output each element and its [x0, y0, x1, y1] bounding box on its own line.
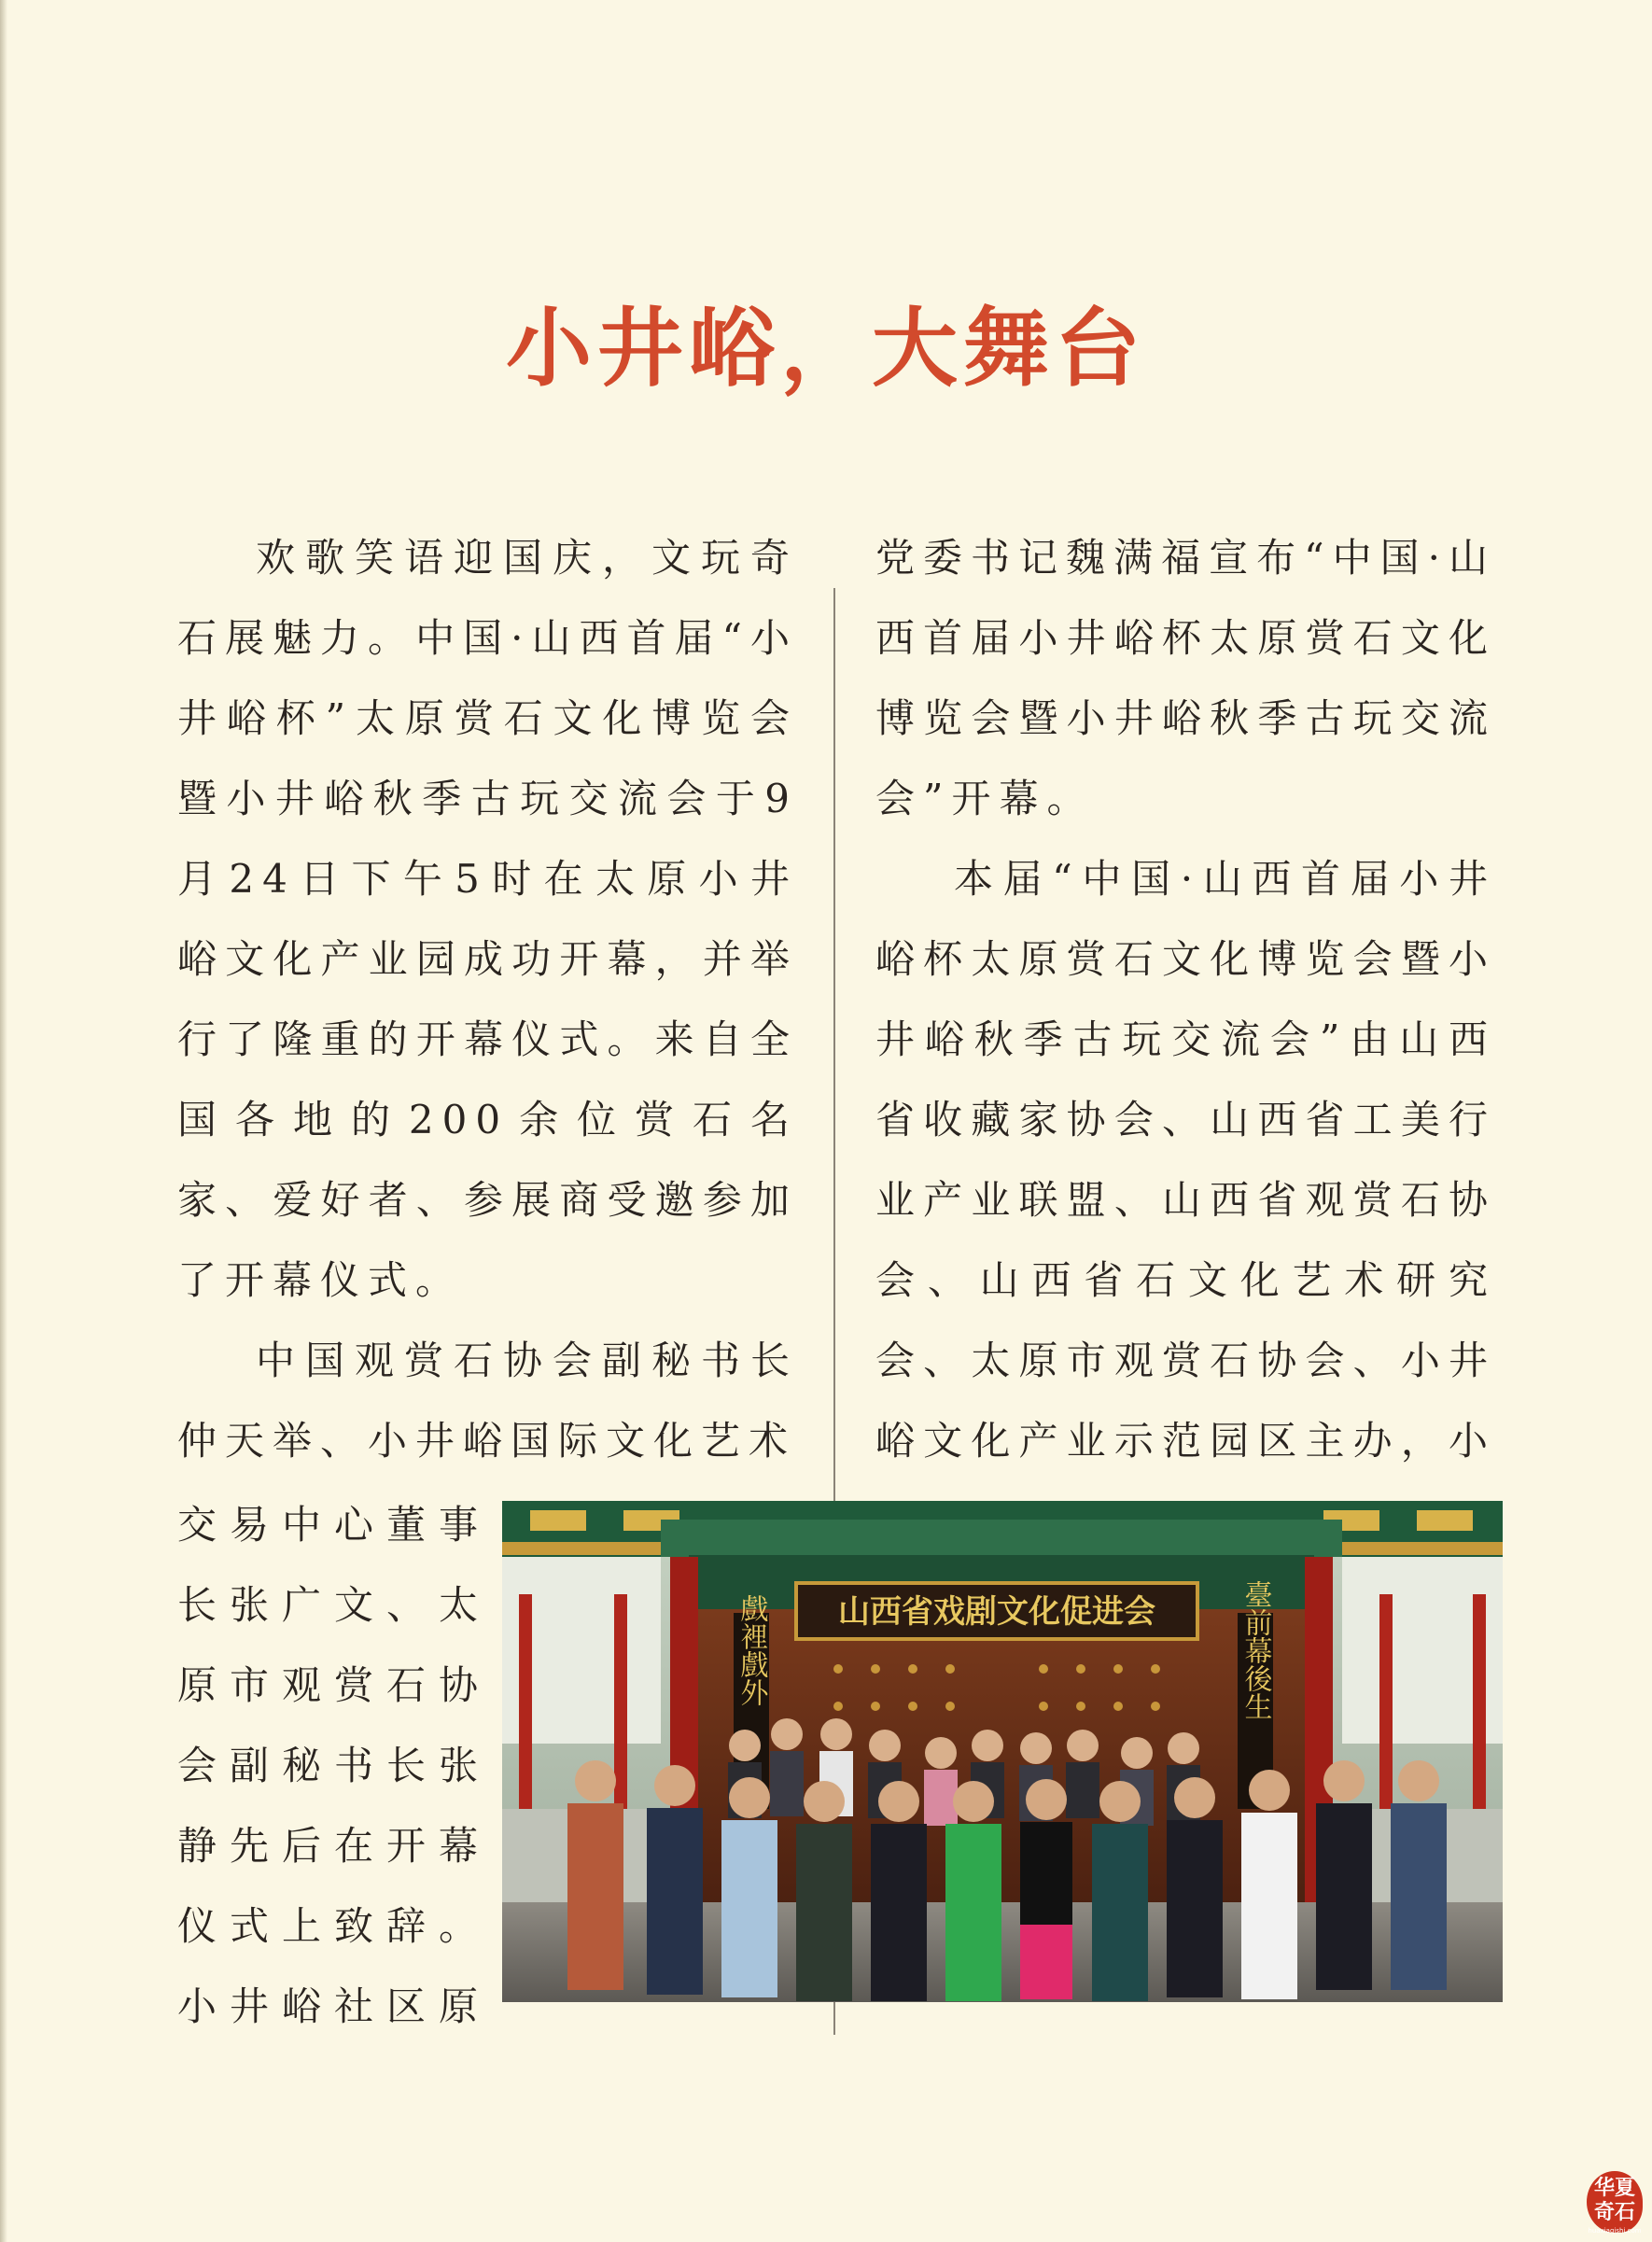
- couplet-right: 臺前幕後生: [1239, 1580, 1272, 1720]
- right-column: [875, 518, 1496, 1562]
- right-paragraph-2: 本届“中国·山西首届小井峪杯太原赏石文化博览会暨小井峪秋季古玩交流会”由山西省收藏家协会、山西省工美行业产业联盟、山西省观赏石协会、山西省石文化艺术研究会、太原市观赏石协会、小井峪文化产业示范园区主办，小: [875, 856, 1496, 1464]
- narrow-line: 静先后在开幕: [177, 1823, 492, 1869]
- left-narrow-text: [177, 1485, 492, 2047]
- narrow-line: 小井峪社区原: [177, 1983, 492, 2029]
- right-paragraph-1: 党委书记魏满福宣布“中国·山西首届小井峪杯太原赏石文化博览会暨小井峪秋季古玩交流会”开幕。: [875, 535, 1496, 821]
- narrow-line: 交易中心董事: [177, 1502, 492, 1548]
- stamp-text: 华夏奇石: [1594, 2177, 1636, 2224]
- stamp-subtext: huaxiaqishi.com: [1588, 2227, 1642, 2235]
- narrow-line: 原市观赏石协: [177, 1662, 492, 1708]
- narrow-line: 仪式上致辞。: [177, 1903, 492, 1949]
- plaque-text: 山西省戏剧文化促进会: [838, 1593, 1155, 1631]
- left-paragraph-1: 欢歌笑语迎国庆，文玩奇石展魅力。中国·山西首届“小井峪杯”太原赏石文化博览会暨小井峪秋季古玩交流会于9月24日下午5时在太原小井峪文化产业园成功开幕，并举行了隆重的开幕仪式。来自全国各地的200余位赏石名家、爱好者、参展商受邀参加了开幕仪式。: [177, 535, 798, 1303]
- group-photo-illustration: [502, 1501, 1503, 2002]
- watermark-stamp: [1587, 2171, 1643, 2233]
- narrow-line: 会副秘书长张: [177, 1743, 492, 1788]
- left-paragraph-2: 中国观赏石协会副秘书长仲天举、小井峪国际文化艺术: [177, 1338, 798, 1464]
- group-photo: [502, 1501, 1503, 2002]
- couplet-left: 戲裡戲外: [735, 1594, 768, 1706]
- narrow-line: 长张广文、太: [177, 1582, 492, 1628]
- left-column: [177, 518, 798, 1481]
- article-title: 小井峪，大舞台: [505, 299, 1146, 399]
